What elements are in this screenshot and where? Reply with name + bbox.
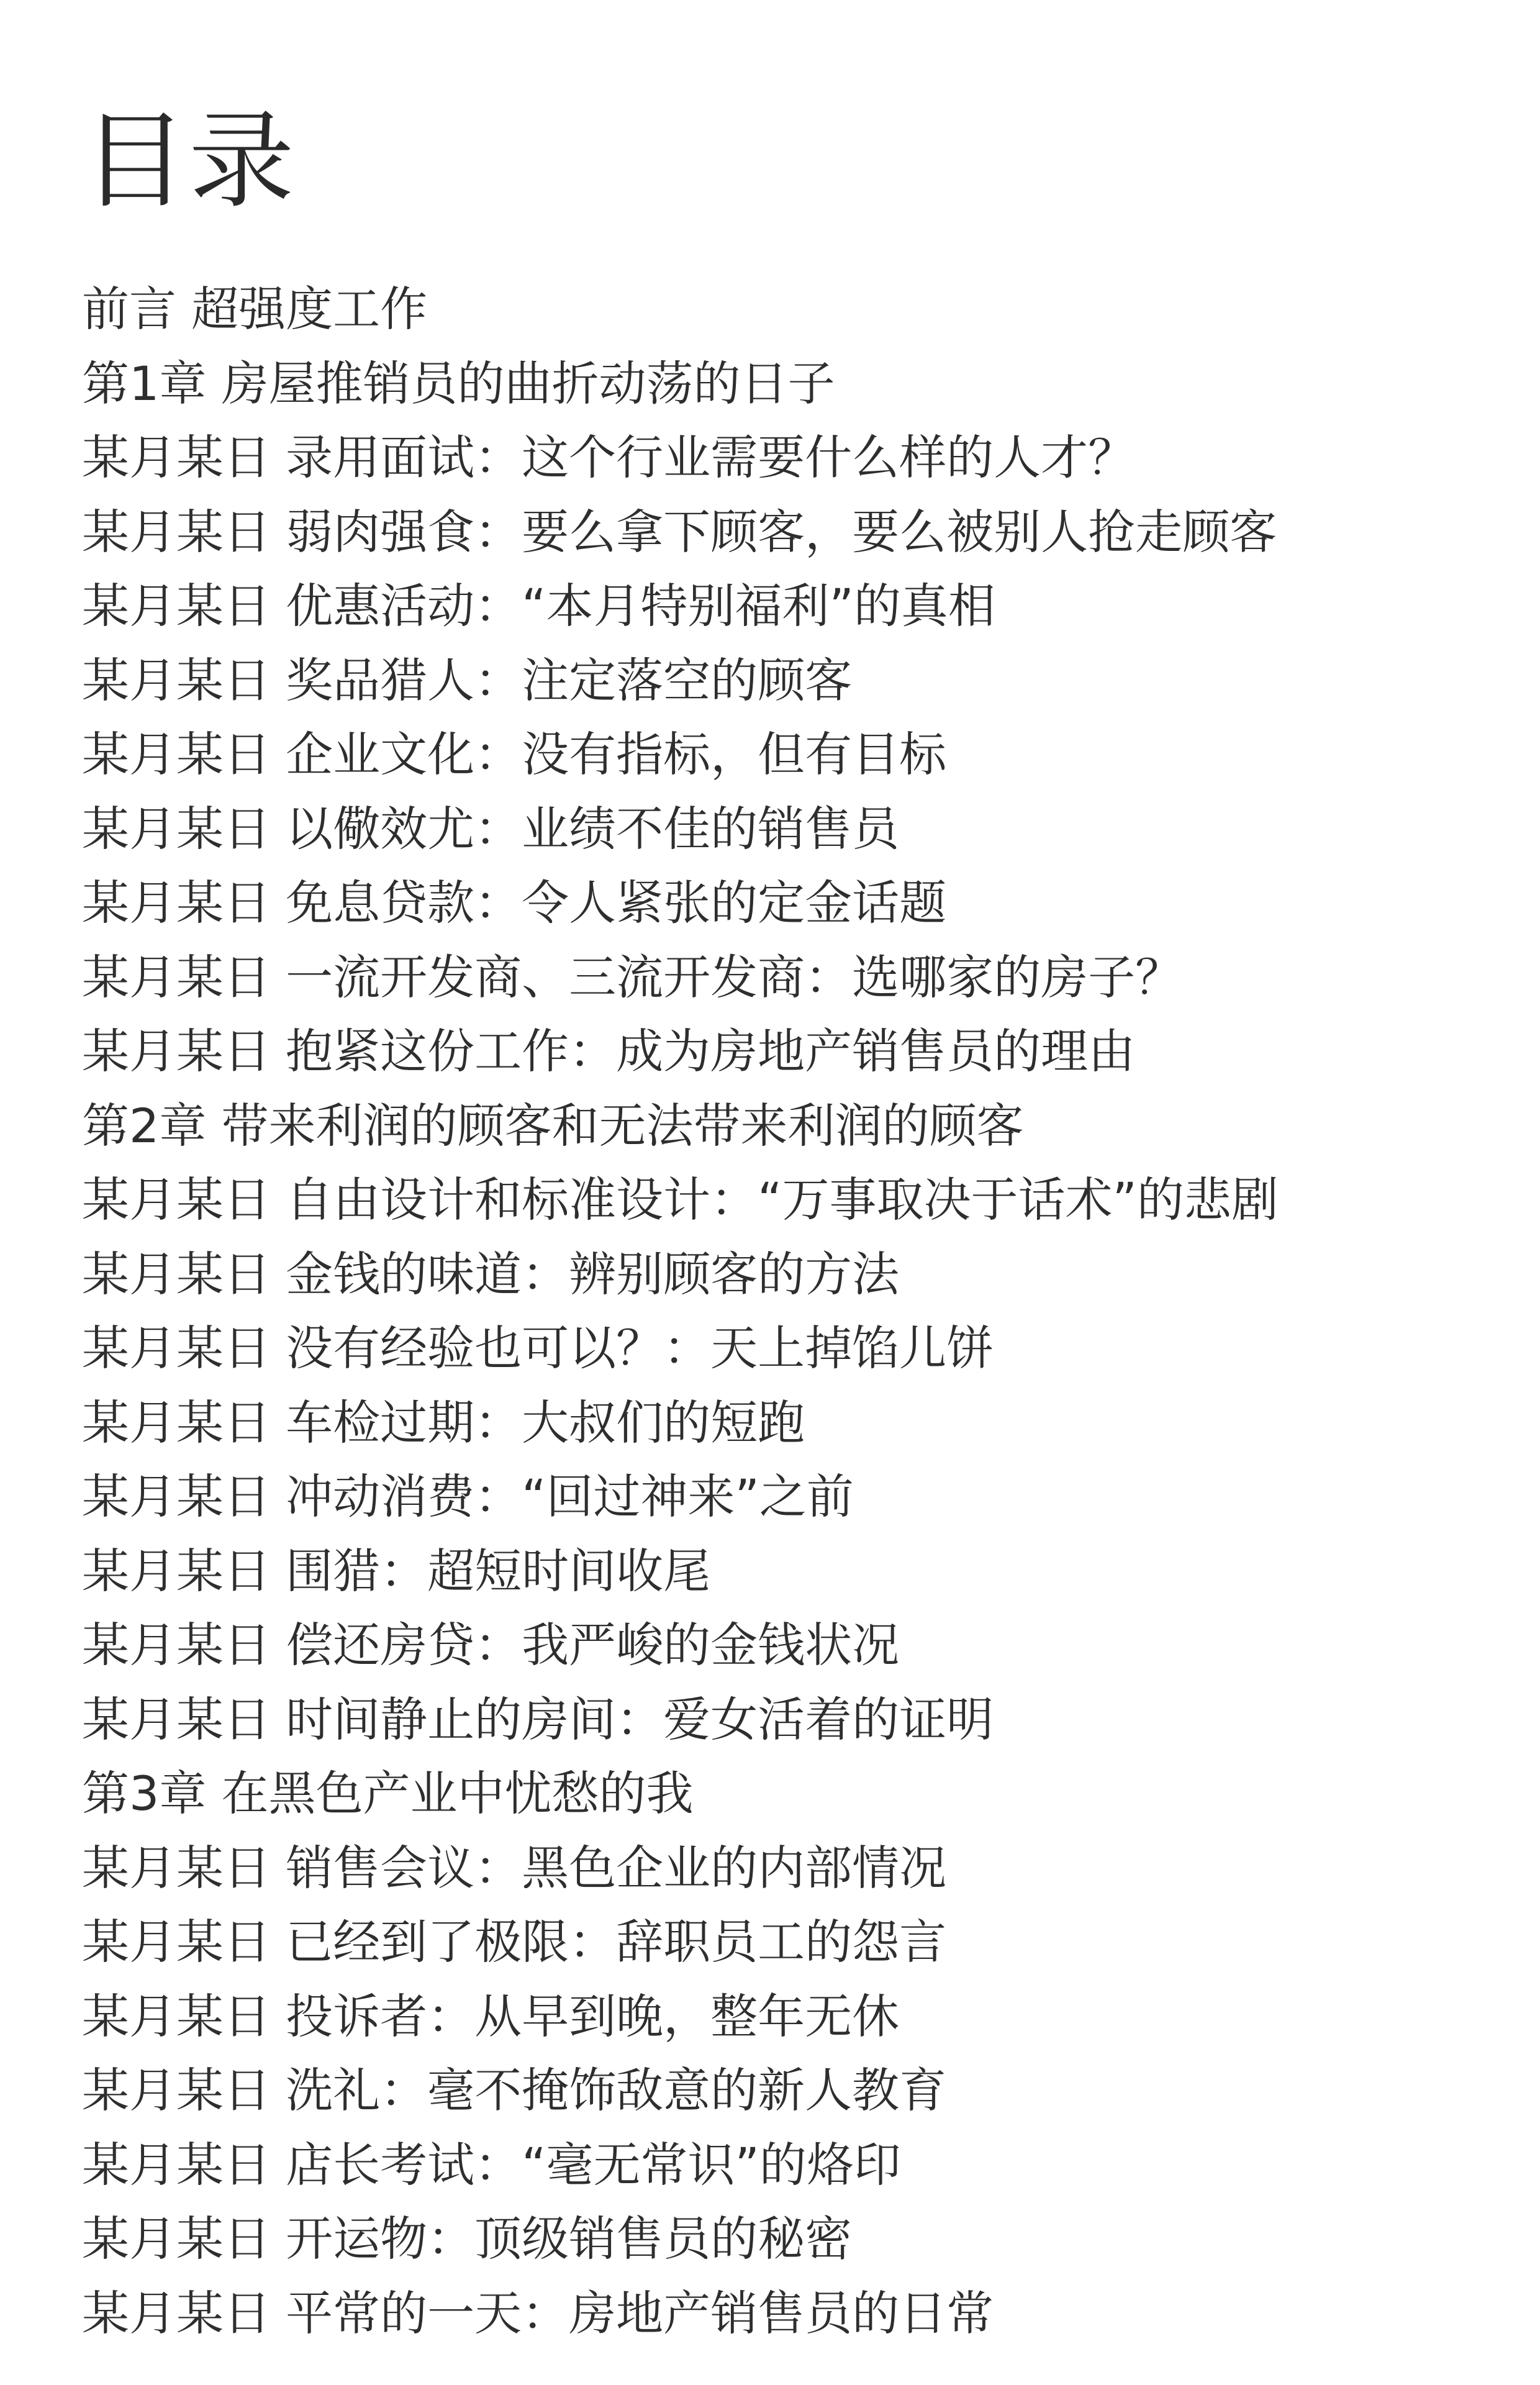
- toc-item[interactable]: 第1章 房屋推销员的曲折动荡的日子: [82, 355, 835, 411]
- toc-item[interactable]: 某月某日 以儆效尤：业绩不佳的销售员: [82, 801, 900, 856]
- toc-item[interactable]: 某月某日 没有经验也可以？：天上掉馅儿饼: [82, 1320, 994, 1376]
- toc-item[interactable]: 某月某日 平常的一天：房地产销售员的日常: [82, 2285, 994, 2341]
- toc-item[interactable]: 某月某日 优惠活动：“本月特别福利”的真相: [82, 578, 995, 634]
- toc-item[interactable]: 某月某日 弱肉强食：要么拿下顾客，要么被别人抢走顾客: [82, 504, 1277, 560]
- toc-item[interactable]: 第2章 带来利润的顾客和无法带来利润的顾客: [82, 1097, 1024, 1153]
- toc-item[interactable]: 某月某日 销售会议：黑色企业的内部情况: [82, 1840, 947, 1896]
- toc-item[interactable]: 某月某日 店长考试：“毫无常识”的烙印: [82, 2137, 901, 2192]
- toc-item[interactable]: 某月某日 车检过期：大叔们的短跑: [82, 1394, 805, 1450]
- toc-item[interactable]: 某月某日 录用面试：这个行业需要什么样的人才？: [82, 430, 1136, 485]
- toc-item[interactable]: 某月某日 时间静止的房间：爱女活着的证明: [82, 1691, 994, 1747]
- toc-item[interactable]: 某月某日 洗礼：毫不掩饰敌意的新人教育: [82, 2063, 947, 2118]
- toc-list: [82, 272, 1279, 2350]
- toc-item[interactable]: 某月某日 企业文化：没有指标，但有目标: [82, 727, 947, 782]
- toc-item[interactable]: 第3章 在黑色产业中忧愁的我: [82, 1766, 694, 1821]
- toc-item[interactable]: 某月某日 开运物：顶级销售员的秘密: [82, 2211, 853, 2266]
- toc-item[interactable]: 某月某日 奖品猎人：注定落空的顾客: [82, 652, 853, 708]
- toc-item[interactable]: 某月某日 金钱的味道：辨别顾客的方法: [82, 1246, 900, 1302]
- toc-item[interactable]: 某月某日 已经到了极限：辞职员工的怨言: [82, 1914, 947, 1969]
- toc-item[interactable]: 某月某日 免息贷款：令人紧张的定金话题: [82, 875, 947, 930]
- toc-item[interactable]: 前言 超强度工作: [82, 281, 428, 337]
- toc-item[interactable]: 某月某日 偿还房贷：我严峻的金钱状况: [82, 1617, 900, 1673]
- toc-item[interactable]: 某月某日 冲动消费：“回过神来”之前: [82, 1469, 854, 1524]
- toc-item[interactable]: 某月某日 自由设计和标准设计：“万事取决于话术”的悲剧: [82, 1172, 1279, 1227]
- toc-item[interactable]: 某月某日 抱紧这份工作：成为房地产销售员的理由: [82, 1024, 1136, 1079]
- toc-item[interactable]: 某月某日 一流开发商、三流开发商：选哪家的房子？: [82, 949, 1183, 1005]
- toc-title: 目录: [82, 100, 296, 223]
- toc-item[interactable]: 某月某日 围猎：超短时间收尾: [82, 1543, 711, 1599]
- toc-item[interactable]: 某月某日 投诉者：从早到晚，整年无休: [82, 1988, 900, 2044]
- toc-page: [82, 0, 1510, 2385]
